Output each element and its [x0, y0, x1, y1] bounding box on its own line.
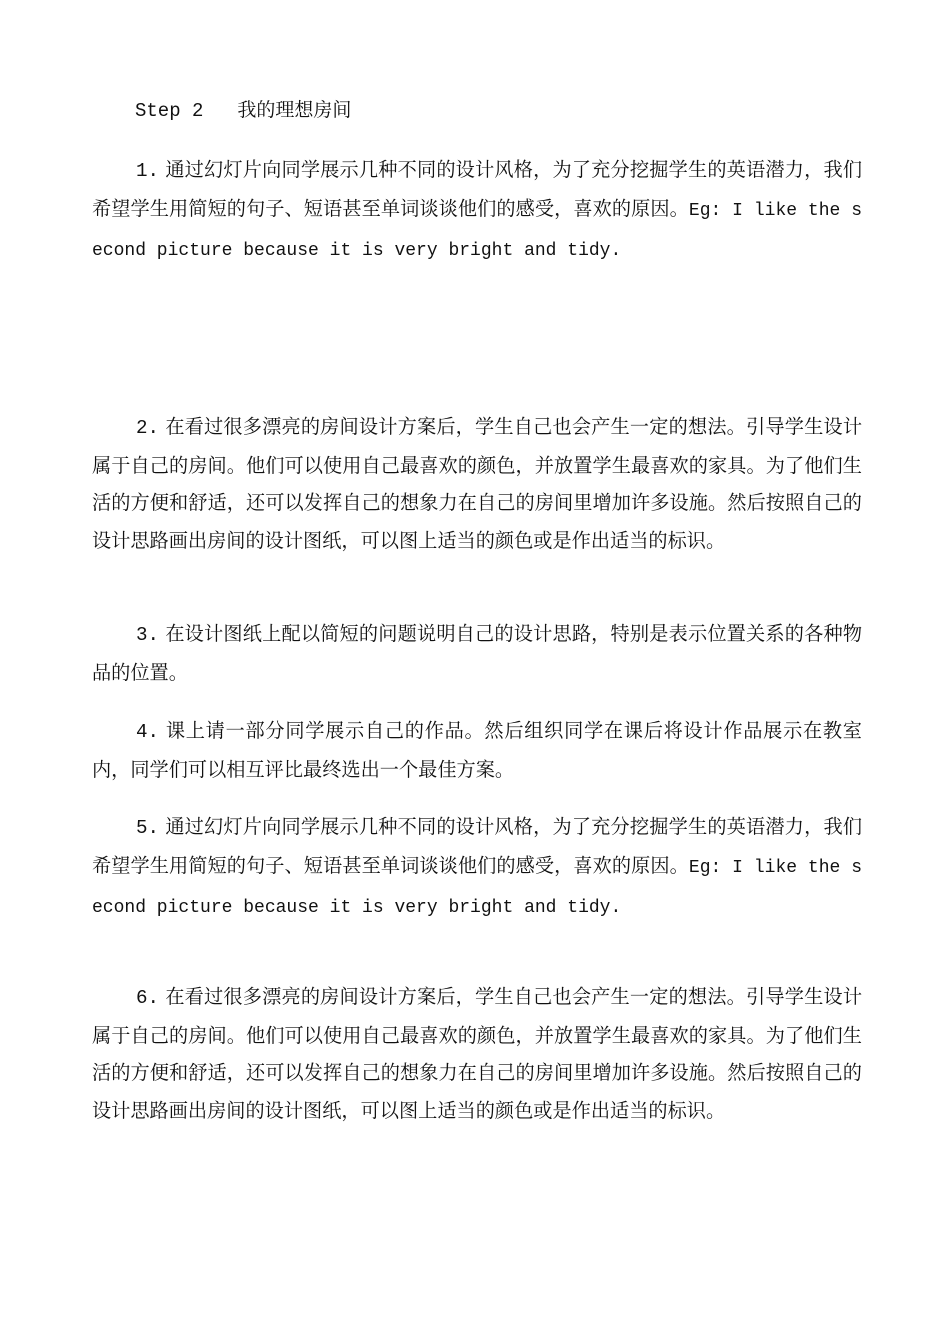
paragraph-text: 在看过很多漂亮的房间设计方案后，学生自己也会产生一定的想法。引导学生设计属于自己的房间。他们可以使用自己最喜欢的颜色，并放置学生最喜欢的家具。为了他们生活的方便和舒适，还可以发挥自己的想象力在自己的房间里增加许多设施。然后按照自己的设计思路画出房间的设计图纸，可以图上适当的颜色或是作出适当的标识。 — [92, 415, 863, 552]
paragraph-5 — [92, 808, 862, 928]
paragraph-number: 2. — [136, 417, 160, 439]
section-title: 我的理想房间 — [237, 99, 352, 121]
step-label: Step 2 — [135, 100, 204, 122]
paragraph-number: 5. — [136, 817, 160, 839]
paragraph-1 — [92, 151, 862, 271]
paragraph-2 — [92, 408, 862, 559]
paragraph-4 — [92, 712, 862, 788]
paragraph-number: 6. — [136, 987, 160, 1009]
paragraph-6 — [92, 978, 862, 1129]
paragraph-number: 3. — [136, 624, 160, 646]
paragraph-text: 在设计图纸上配以简短的问题说明自己的设计思路，特别是表示位置关系的各种物品的位置。 — [92, 622, 863, 685]
paragraph-text: 通过幻灯片向同学展示几种不同的设计风格，为了充分挖掘学生的英语潜力，我们希望学生用简短的句子、短语甚至单词谈谈他们的感受，喜欢的原因。 — [92, 815, 863, 878]
paragraph-text: 在看过很多漂亮的房间设计方案后，学生自己也会产生一定的想法。引导学生设计属于自己的房间。他们可以使用自己最喜欢的颜色，并放置学生最喜欢的家具。为了他们生活的方便和舒适，还可以发挥自己的想象力在自己的房间里增加许多设施。然后按照自己的设计思路画出房间的设计图纸，可以图上适当的颜色或是作出适当的标识。 — [92, 985, 863, 1122]
paragraph-number: 4. — [136, 721, 160, 743]
paragraph-number: 1. — [136, 160, 160, 182]
paragraph-3 — [92, 615, 862, 691]
english-example: Eg: I like the second picture because it is very bright and tidy. — [92, 201, 863, 262]
paragraph-text: 课上请一部分同学展示自己的作品。然后组织同学在课后将设计作品展示在教室内，同学们可以相互评比最终选出一个最佳方案。 — [92, 719, 862, 782]
paragraph-text: 通过幻灯片向同学展示几种不同的设计风格，为了充分挖掘学生的英语潜力，我们希望学生用简短的句子、短语甚至单词谈谈他们的感受，喜欢的原因。 — [92, 158, 863, 221]
section-heading — [135, 94, 351, 127]
english-example: Eg: I like the second picture because it is very bright and tidy. — [92, 858, 863, 919]
